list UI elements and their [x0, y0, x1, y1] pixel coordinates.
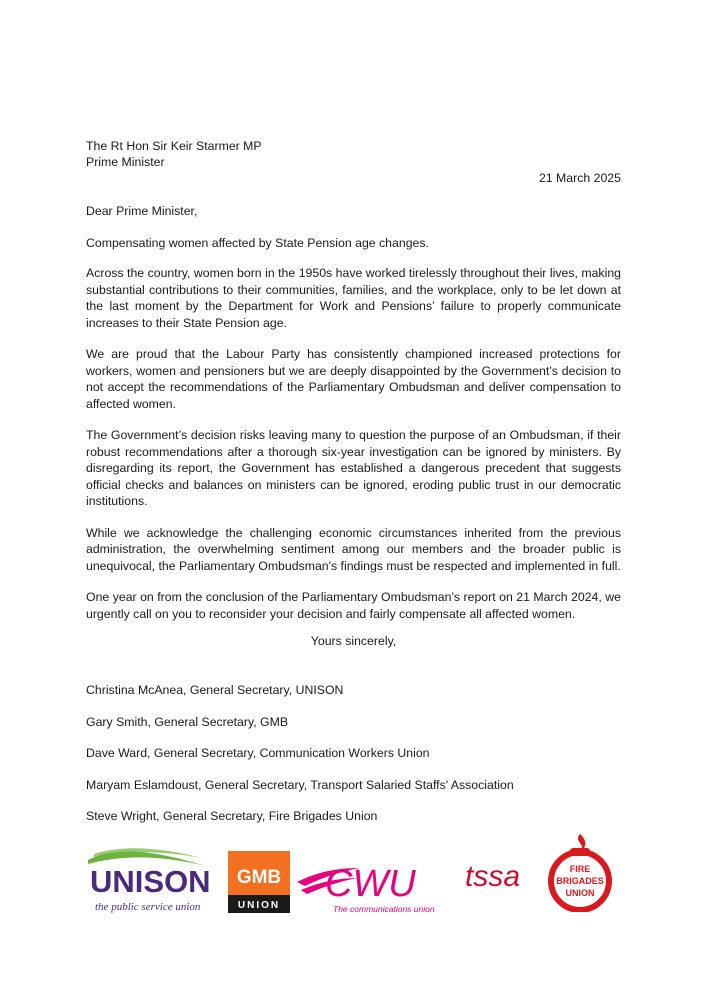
tssa-logo — [463, 858, 529, 894]
addressee-block — [86, 138, 262, 170]
gmb-wordmark: GMB — [236, 867, 282, 888]
fbu-text-line: FIRE — [569, 864, 591, 874]
fbu-logo — [543, 832, 617, 912]
fbu-text-line: UNION — [565, 888, 595, 898]
unison-tagline: the public service union — [95, 901, 201, 913]
body-paragraph: The Government’s decision risks leaving many to question the purpose of an Ombudsman, if their robust recommendations after a thorough six-year investigation can be ignored by ministers. By disregarding its report, the Government has established a dangerous precedent that suggests official checks and balances on ministers can be ignored, eroding public trust in our democratic institutions. — [86, 428, 621, 508]
body-paragraph: While we acknowledge the challenging economic circumstances inherited from the previous administration, the overwhelming sentiment among our members and the broader public is unequivocal, the Parliamentary Ombudsman's findings must be respected and implemented in full. — [86, 525, 621, 573]
subject-line: Compensating women affected by State Pension age changes. — [86, 236, 429, 250]
body-paragraph: One year on from the conclusion of the Parliamentary Ombudsman’s report on 21 March 2024, we urgently call on you to reconsider your decision and fairly compensate all affected women. — [86, 590, 621, 621]
letter-date: 21 March 2025 — [538, 171, 621, 185]
cwu-logo — [297, 854, 447, 916]
signatory-list — [86, 683, 514, 841]
addressee-name: The Rt Hon Sir Keir Starmer MP — [86, 139, 262, 153]
cwu-tagline: The communications union — [333, 904, 435, 914]
gmb-union-text: UNION — [237, 900, 281, 911]
cwu-wordmark: CWU — [325, 863, 416, 905]
signatory: Maryam Eslamdoust, General Secretary, Transport Salaried Staffs' Association — [86, 777, 514, 792]
unison-wordmark: UNISON — [90, 864, 211, 899]
signatory: Steve Wright, General Secretary, Fire Brigades Union — [86, 809, 378, 823]
signatory: Christina McAnea, General Secretary, UNISON — [86, 683, 344, 697]
addressee-title: Prime Minister — [86, 155, 165, 169]
signatory: Gary Smith, General Secretary, GMB — [86, 714, 289, 729]
unison-logo — [84, 846, 214, 916]
gmb-logo — [228, 851, 290, 913]
union-logos — [0, 830, 707, 930]
tssa-wordmark: tssa — [465, 860, 521, 893]
body-paragraph: We are proud that the Labour Party has consistently championed increased protections for workers, women and pensioners but we are deeply disappointed by the Government’s decision to not accept the recommendations of the Parliamentary Ombudsman and deliver compensation to affected women. — [86, 347, 621, 411]
letter-body — [86, 265, 621, 637]
signoff: Yours sincerely, — [310, 634, 397, 648]
body-paragraph: Across the country, women born in the 1950s have worked tirelessly throughout their lives, making substantial contributions to their communities, families, and the workplace, only to be let down at the last moment by the Department for Work and Pensions’ failure to properly communicate increases to their State Pension age. — [86, 266, 621, 330]
signatory: Dave Ward, General Secretary, Communication Workers Union — [86, 746, 430, 760]
salutation: Dear Prime Minister, — [86, 204, 198, 218]
fbu-text-line: BRIGADES — [556, 876, 604, 886]
